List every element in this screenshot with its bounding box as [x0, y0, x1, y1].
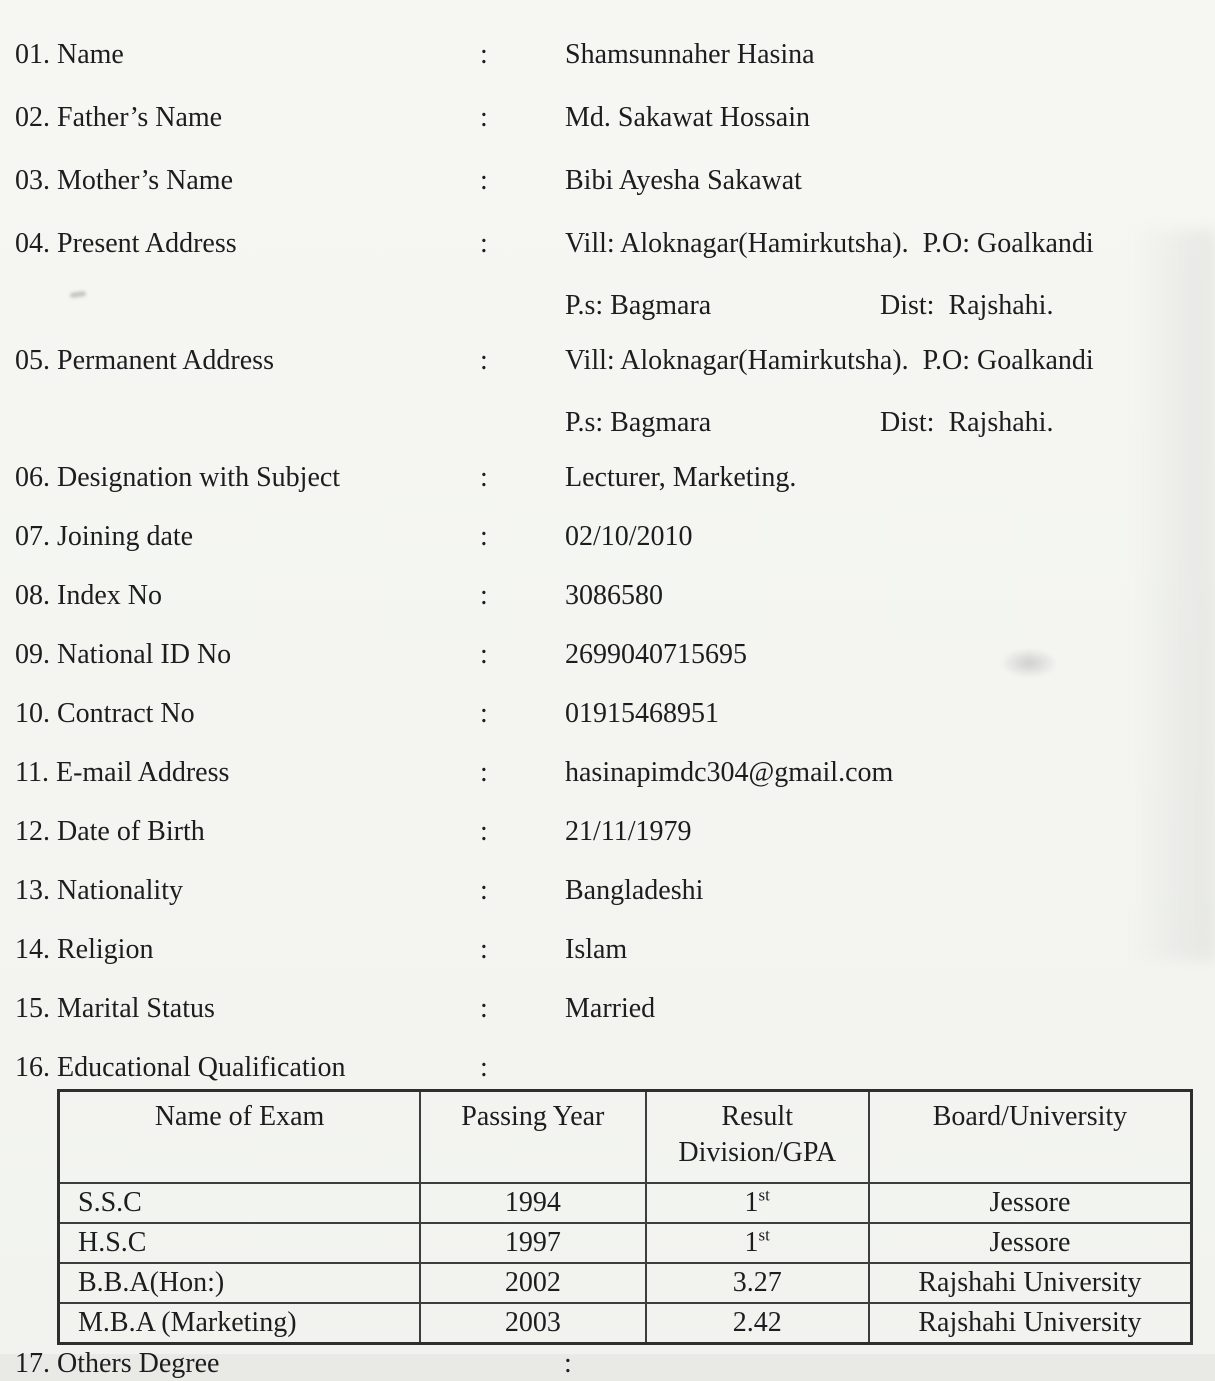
- col-header-board-university: Board/University: [869, 1091, 1192, 1184]
- cell-result: [646, 1263, 869, 1303]
- field-label: 14. Religion: [15, 934, 154, 965]
- education-table: [57, 1089, 1193, 1345]
- field-row-permanent-address: [15, 344, 1215, 440]
- table-row-bba: [59, 1263, 1192, 1303]
- field-value: 3086580: [565, 580, 663, 611]
- field-value: Md. Sakawat Hossain: [565, 102, 810, 133]
- col-header-result: [646, 1091, 869, 1184]
- table-row-mba: [59, 1303, 1192, 1344]
- field-row-joining-date: [15, 520, 1215, 554]
- field-value: Shamsunnaher Hasina: [565, 39, 815, 70]
- field-label: 09. National ID No: [15, 639, 232, 670]
- cell-year: 2003: [420, 1303, 645, 1344]
- field-value: hasinapimdc304@gmail.com: [565, 757, 894, 788]
- field-value: 01915468951: [565, 698, 719, 729]
- result-value: 3.27: [732, 1267, 782, 1298]
- district: Dist: Rajshahi.: [880, 290, 1054, 321]
- field-label: 13. Nationality: [15, 875, 183, 906]
- field-colon: :: [480, 39, 488, 70]
- col-header-passing-year: Passing Year: [420, 1091, 645, 1184]
- field-label: 05. Permanent Address: [15, 345, 274, 376]
- cell-result: [646, 1183, 869, 1223]
- field-row-marital-status: [15, 992, 1215, 1026]
- cell-result: [646, 1223, 869, 1263]
- field-value: Bangladeshi: [565, 875, 704, 906]
- cell-exam: S.S.C: [59, 1183, 421, 1223]
- cell-year: 1997: [420, 1223, 645, 1263]
- field-row-name: [15, 38, 1215, 72]
- address-line-2: [565, 406, 1215, 440]
- district: Dist: Rajshahi.: [880, 407, 1054, 438]
- col-header-name-of-exam: Name of Exam: [59, 1091, 421, 1184]
- field-label: 02. Father’s Name: [15, 102, 223, 133]
- field-row-mothers-name: [15, 164, 1215, 198]
- field-row-educational-qualification: [15, 1051, 1215, 1085]
- field-colon: :: [480, 165, 488, 196]
- field-colon: :: [480, 757, 488, 788]
- cell-year: 1994: [420, 1183, 645, 1223]
- field-value: Bibi Ayesha Sakawat: [565, 165, 802, 196]
- cell-exam: H.S.C: [59, 1223, 421, 1263]
- field-row-contract-no: [15, 697, 1215, 731]
- field-value: Married: [565, 993, 656, 1024]
- field-label: 03. Mother’s Name: [15, 165, 233, 196]
- cell-board: Rajshahi University: [869, 1303, 1192, 1344]
- field-colon: :: [564, 1348, 572, 1379]
- cell-board: Jessore: [869, 1183, 1192, 1223]
- field-label: 06. Designation with Subject: [15, 462, 341, 493]
- field-value: 21/11/1979: [565, 816, 692, 847]
- field-value: [565, 227, 1215, 323]
- field-label: 17. Others Degree: [15, 1348, 220, 1379]
- table-row-hsc: [59, 1223, 1192, 1263]
- field-label: 10. Contract No: [15, 698, 195, 729]
- field-row-designation: [15, 461, 1215, 495]
- field-colon: :: [480, 934, 488, 965]
- field-label: 08. Index No: [15, 580, 162, 611]
- field-colon: :: [480, 816, 488, 847]
- field-label: 11. E-mail Address: [15, 757, 230, 788]
- cell-year: 2002: [420, 1263, 645, 1303]
- police-station: P.s: Bagmara: [565, 290, 712, 321]
- result-value: 2.42: [732, 1307, 782, 1338]
- field-colon: :: [480, 875, 488, 906]
- field-value: 2699040715695: [565, 639, 747, 670]
- field-colon: :: [480, 1052, 488, 1083]
- field-colon: :: [480, 228, 488, 259]
- field-colon: :: [480, 993, 488, 1024]
- field-colon: :: [480, 521, 488, 552]
- field-row-nationality: [15, 874, 1215, 908]
- field-colon: :: [480, 345, 488, 376]
- field-row-fathers-name: [15, 101, 1215, 135]
- field-label: 16. Educational Qualification: [15, 1052, 346, 1083]
- table-row-ssc: [59, 1183, 1192, 1223]
- field-colon: :: [480, 580, 488, 611]
- field-row-others-degree: [15, 1347, 1215, 1381]
- field-value: Islam: [565, 934, 628, 965]
- result-header-line1: Result: [721, 1101, 793, 1132]
- address-line-1: Vill: Aloknagar(Hamirkutsha). P.O: Goalkandi: [565, 345, 1094, 376]
- field-colon: :: [480, 639, 488, 670]
- result-value: 1: [744, 1187, 759, 1218]
- field-colon: :: [480, 698, 488, 729]
- result-ordinal-suffix: st: [758, 1225, 770, 1245]
- field-row-date-of-birth: [15, 815, 1215, 849]
- cell-exam: B.B.A(Hon:): [59, 1263, 421, 1303]
- field-label: 01. Name: [15, 39, 124, 70]
- result-header-line2: Division/GPA: [678, 1137, 837, 1168]
- field-row-present-address: [15, 227, 1215, 323]
- result-value: 1: [744, 1227, 759, 1258]
- cell-exam: M.B.A (Marketing): [59, 1303, 421, 1344]
- field-label: 12. Date of Birth: [15, 816, 205, 847]
- police-station: P.s: Bagmara: [565, 407, 712, 438]
- address-line-2: [565, 289, 1215, 323]
- education-table-container: [57, 1089, 1193, 1345]
- field-value: Lecturer, Marketing.: [565, 462, 797, 493]
- table-header-row: [59, 1091, 1192, 1184]
- cell-result: [646, 1303, 869, 1344]
- address-line-1: Vill: Aloknagar(Hamirkutsha). P.O: Goalkandi: [565, 228, 1094, 259]
- result-ordinal-suffix: st: [758, 1185, 770, 1205]
- cell-board: Jessore: [869, 1223, 1192, 1263]
- field-label: 04. Present Address: [15, 228, 237, 259]
- field-row-email: [15, 756, 1215, 790]
- field-row-religion: [15, 933, 1215, 967]
- field-label: 07. Joining date: [15, 521, 194, 552]
- field-row-national-id: [15, 638, 1215, 672]
- field-colon: :: [480, 102, 488, 133]
- field-value: [565, 344, 1215, 440]
- field-label: 15. Marital Status: [15, 993, 215, 1024]
- field-value: 02/10/2010: [565, 521, 693, 552]
- field-row-index-no: [15, 579, 1215, 613]
- field-colon: :: [480, 462, 488, 493]
- cell-board: Rajshahi University: [869, 1263, 1192, 1303]
